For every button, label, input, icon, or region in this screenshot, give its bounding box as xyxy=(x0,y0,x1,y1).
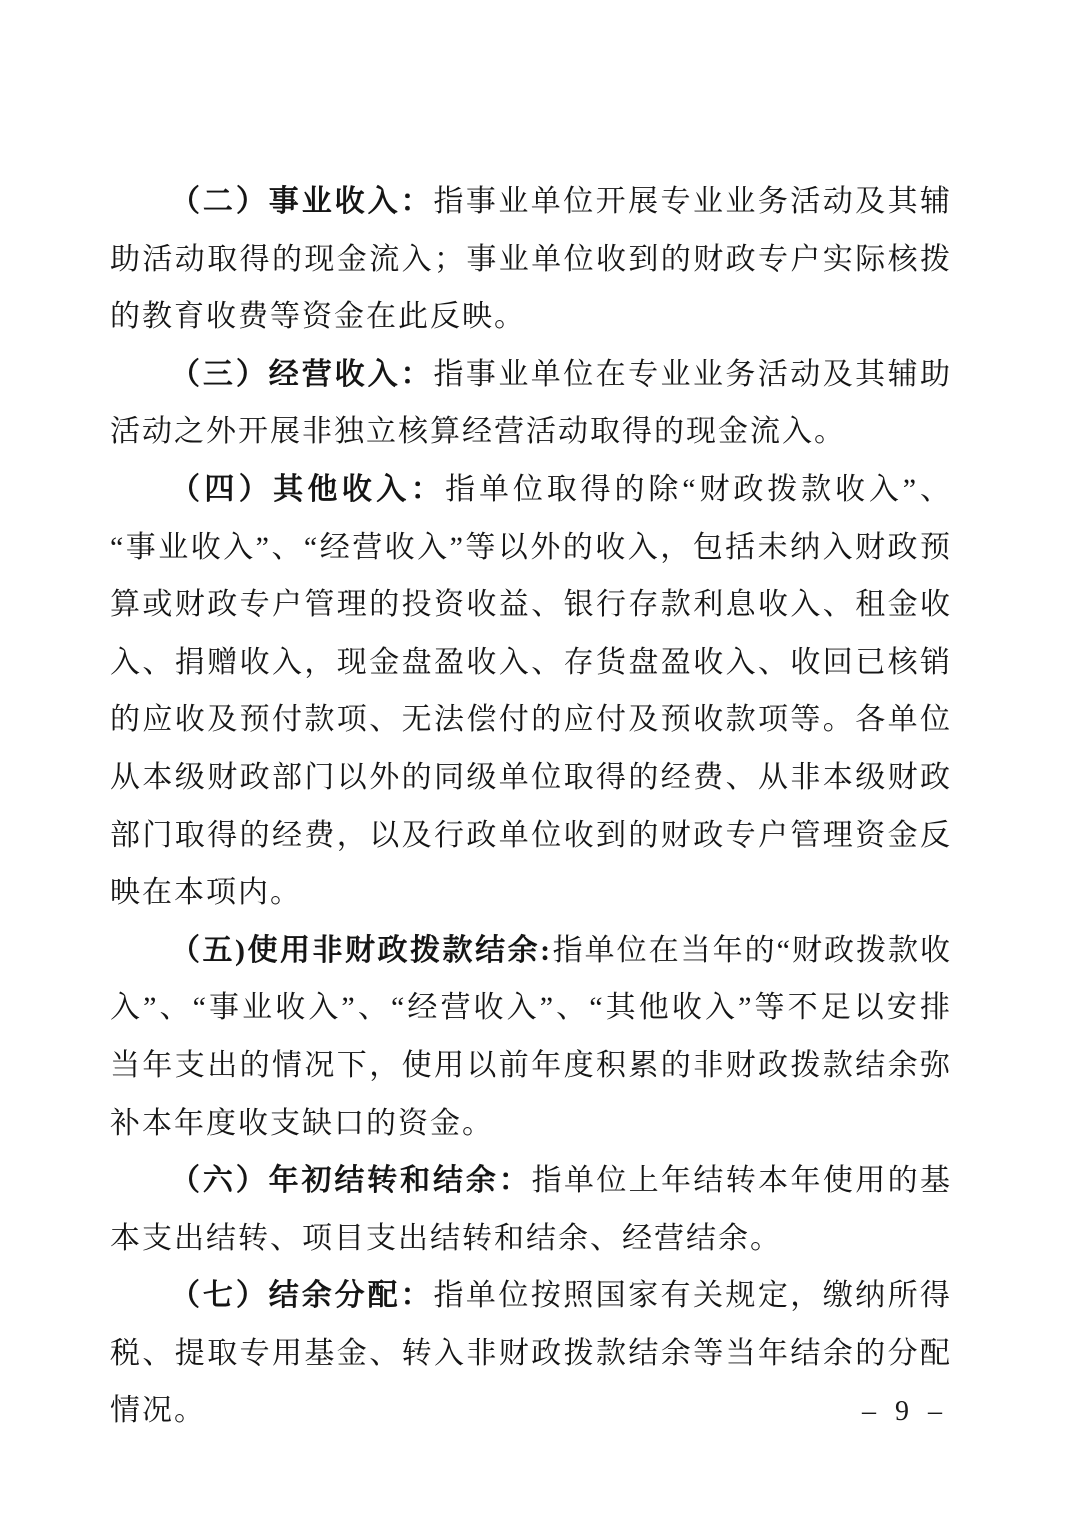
paragraph-use-of-nonfiscal-carryover xyxy=(110,922,952,1152)
term-definition: 指单位按照国家有关规定，缴纳所得税、提取专用基金、转入非财政拨款结余等当年结余的分配情况。 xyxy=(110,1279,953,1428)
term-definition: 指单位取得的除“财政拨款收入”、“事业收入”、“经营收入”等以外的收入，包括未纳入财政预算或财政专户管理的投资收益、银行存款利息收入、租金收入、捐赠收入，现金盘盈收入、存货盘盈收入、收回已核销的应收及预付款项、无法偿付的应付及预收款项等。各单位从本级财政部门以外的同级单位取得的经费、从非本级财政部门取得的经费，以及行政单位收到的财政专户管理资金反映在本项内。 xyxy=(110,472,953,910)
term-definition: 指单位上年结转本年使用的基本支出结转、项目支出结转和结余、经营结余。 xyxy=(110,1164,953,1255)
term-label: （二）事业收入： xyxy=(170,185,434,218)
term-definition: 指事业单位在专业业务活动及其辅助活动之外开展非独立核算经营活动取得的现金流入。 xyxy=(110,357,953,449)
term-definition: 指单位在当年的“财政拨款收入”、“事业收入”、“经营收入”、“其他收入”等不足以安排当年支出的情况下，使用以前年度积累的非财政拨款结余弥补本年度收支缺口的资金。 xyxy=(110,933,952,1140)
term-label: （五)使用非财政拨款结余: xyxy=(170,933,553,967)
term-label: （四）其他收入： xyxy=(170,472,446,506)
paragraph-surplus-distribution xyxy=(110,1267,952,1440)
term-label: （七）结余分配： xyxy=(170,1279,434,1313)
term-definition: 指事业单位开展专业业务活动及其辅助活动取得的现金流入；事业单位收到的财政专户实际核拨的教育收费等资金在此反映。 xyxy=(110,185,953,334)
paragraph-operating-income xyxy=(110,346,952,461)
paragraph-beginning-balance xyxy=(110,1152,952,1267)
paragraph-business-income xyxy=(110,173,952,346)
term-label: （三）经营收入： xyxy=(170,357,434,391)
term-label: （六）年初结转和结余： xyxy=(170,1164,532,1198)
paragraph-other-income xyxy=(110,461,952,922)
page-number: – 9 – xyxy=(862,1396,948,1427)
document-body xyxy=(110,173,952,1440)
